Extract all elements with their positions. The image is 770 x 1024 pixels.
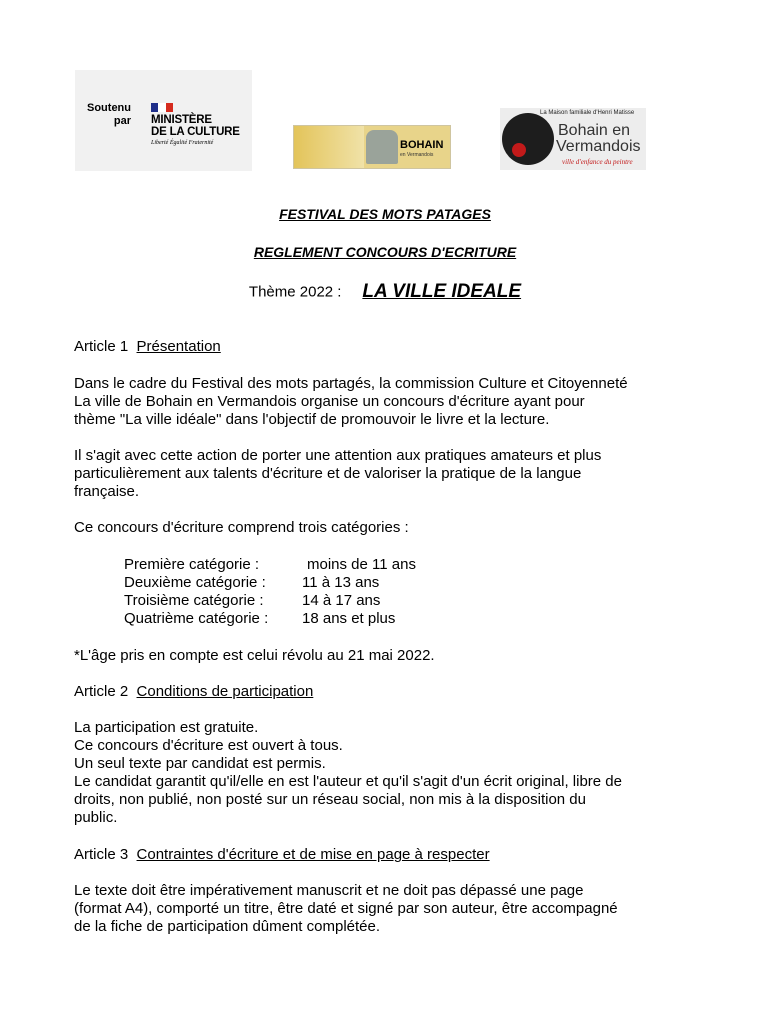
category-name: Troisième catégorie : — [124, 592, 264, 609]
article2-line: Un seul texte par candidat est permis. — [74, 755, 326, 772]
bohain-logo-sub: en Vermandois — [400, 152, 434, 158]
article2-title: Conditions de participation — [136, 683, 314, 700]
theme-label: Thème 2022 : — [248, 283, 342, 301]
ministere-block — [151, 103, 251, 147]
ministere-devise: Liberté Égalité Fraternité — [151, 140, 214, 146]
article1-para1-line: Dans le cadre du Festival des mots partagés, la commission Culture et Citoyenneté — [74, 375, 628, 392]
category-name: Première catégorie : — [124, 556, 260, 573]
category-age: moins de 11 ans — [307, 556, 416, 573]
article3-heading — [74, 846, 490, 864]
article1-para1-line: thème "La ville idéale" dans l'objectif de promouvoir le livre et la lecture. — [74, 411, 550, 428]
article2-line: public. — [74, 809, 118, 826]
maison-matisse-logo — [500, 108, 646, 170]
article2-label: Article 2 — [74, 683, 129, 700]
article1-title: Présentation — [136, 338, 221, 355]
logo-soutenu-text: Soutenu par — [87, 102, 131, 127]
matisse-top-label: La Maison familiale d'Henri Matisse — [540, 110, 635, 116]
article1-para2-line: particulièrement aux talents d'écriture et de valoriser la pratique de la langue — [74, 465, 582, 482]
ministere-culture-logo — [75, 70, 252, 171]
theme-line — [0, 281, 770, 303]
matisse-logo-line2: Vermandois — [556, 138, 641, 155]
matisse-logo-line1: Bohain en — [558, 122, 631, 139]
matisse-emblem-icon — [502, 113, 554, 165]
article1-para2-line: Il s'agit avec cette action de porter une attention aux pratiques amateurs et plus — [74, 447, 602, 464]
article1-label: Article 1 — [74, 338, 129, 355]
festival-title: FESTIVAL DES MOTS PATAGES — [279, 206, 491, 222]
article3-line: Le texte doit être impérativement manuscrit et ne doit pas dépassé une page — [74, 882, 584, 899]
bohain-logo-name: BOHAIN — [400, 139, 444, 151]
town-hall-icon — [366, 130, 398, 164]
article2-line: La participation est gratuite. — [74, 719, 259, 736]
ministere-line1: MINISTÈRE — [151, 114, 212, 126]
article3-title: Contraintes d'écriture et de mise en page à respecter — [136, 846, 490, 863]
article3-line: (format A4), comporté un titre, être daté et signé par son auteur, être accompagné — [74, 900, 618, 917]
category-age: 18 ans et plus — [302, 610, 396, 627]
reglement-title: REGLEMENT CONCOURS D'ECRITURE — [253, 244, 517, 260]
theme-value: LA VILLE IDEALE — [362, 281, 522, 302]
age-note: *L'âge pris en compte est celui révolu au 21 mai 2022. — [74, 647, 435, 664]
article2-line: droits, non publié, non posté sur un réseau social, non mis à la disposition du — [74, 791, 586, 808]
article2-line: Le candidat garantit qu'il/elle en est l'auteur et qu'il s'agit d'un écrit original, libre de — [74, 773, 622, 790]
article1-heading — [74, 338, 221, 356]
article3-line: de la fiche de participation dûment complétée. — [74, 918, 381, 935]
republique-flag-icon — [151, 103, 173, 112]
category-name: Quatrième catégorie : — [124, 610, 269, 627]
article2-line: Ce concours d'écriture est ouvert à tous. — [74, 737, 343, 754]
bohain-town-logo — [293, 125, 451, 169]
article3-label: Article 3 — [74, 846, 129, 863]
ministere-line2: DE LA CULTURE — [151, 126, 240, 138]
article1-para1-line: La ville de Bohain en Vermandois organise un concours d'écriture ayant pour — [74, 393, 585, 410]
article2-heading — [74, 683, 313, 701]
categories-intro: Ce concours d'écriture comprend trois catégories : — [74, 519, 409, 536]
category-name: Deuxième catégorie : — [124, 574, 266, 591]
logo-band — [294, 126, 364, 168]
category-age: 14 à 17 ans — [302, 592, 381, 609]
matisse-tagline: ville d'enfance du peintre — [562, 158, 633, 166]
article1-para2-line: française. — [74, 483, 140, 500]
category-age: 11 à 13 ans — [302, 574, 380, 591]
